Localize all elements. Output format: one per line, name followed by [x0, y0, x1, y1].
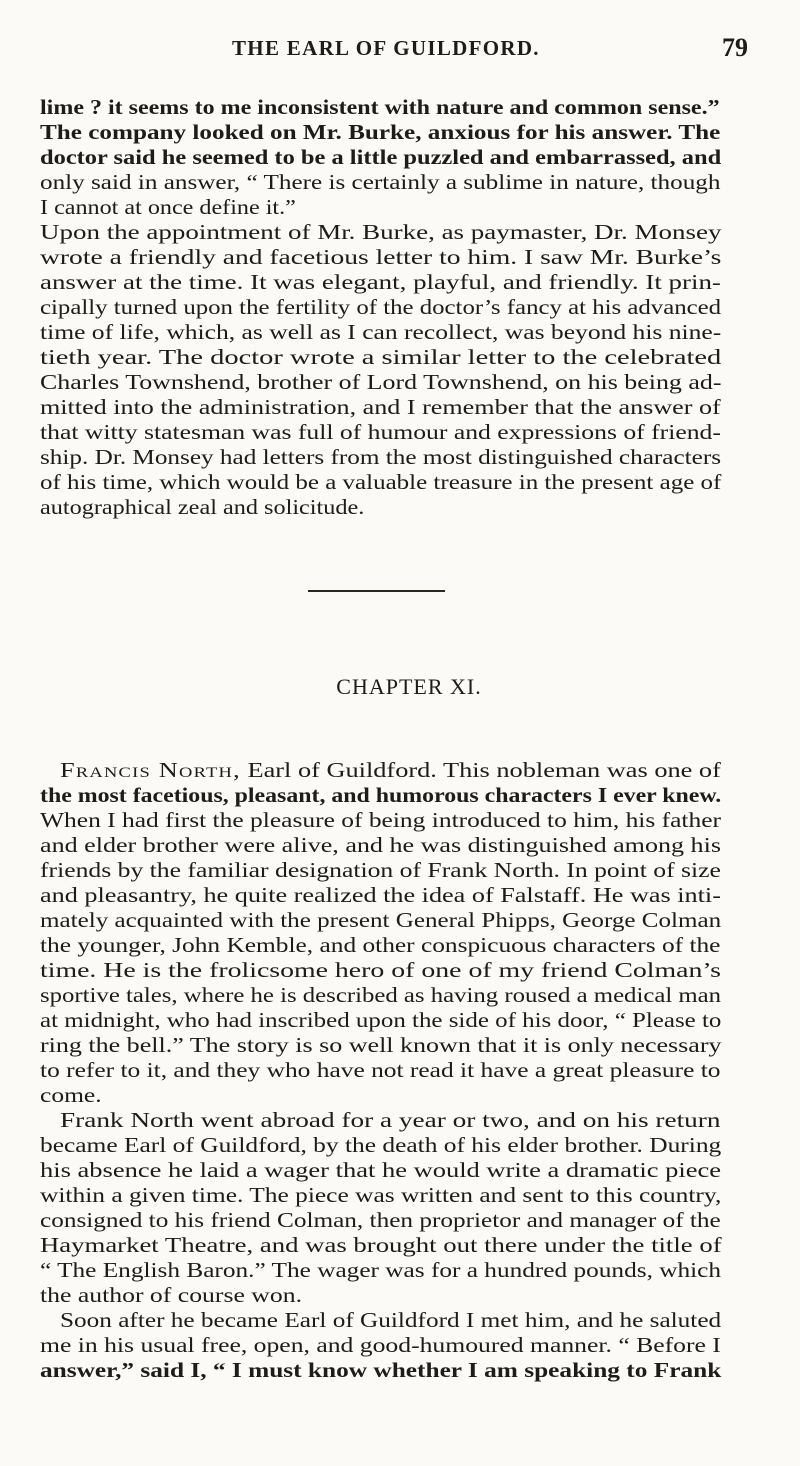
text-line: consigned to his friend Colman, then proprietor and manager of the	[40, 1208, 721, 1232]
text-line: When I had first the pleasure of being introduced to him, his father	[40, 808, 722, 832]
text-line: only said in answer, “ There is certainly a sublime in nature, though	[40, 170, 721, 194]
text-line: autographical zeal and solicitude.	[40, 495, 365, 519]
text-line: became Earl of Guildford, by the death of his elder brother. During	[40, 1133, 722, 1157]
text-line: ship. Dr. Monsey had letters from the most distinguished characters	[40, 445, 722, 469]
text-line: that witty statesman was full of humour and expressions of friend-	[40, 420, 721, 444]
text-line: Soon after he became Earl of Guildford I met him, and he saluted	[60, 1308, 722, 1332]
text-line: doctor said he seemed to be a little puzzled and embarrassed, and	[40, 145, 722, 169]
text-line: me in his usual free, open, and good-humoured manner. “ Before I	[40, 1333, 721, 1357]
text-line: answer,” said I, “ I must know whether I am speaking to Frank	[40, 1358, 722, 1382]
text-line: come.	[40, 1083, 102, 1107]
text-line: to refer to it, and they who have not read it have a great pleasure to	[40, 1058, 721, 1082]
text-line: cipally turned upon the fertility of the doctor’s fancy at his advanced	[40, 295, 722, 319]
text-line: of his time, which would be a valuable treasure in the present age of	[40, 470, 722, 494]
text-line: the younger, John Kemble, and other conspicuous characters of the	[40, 933, 721, 957]
text-line: at midnight, who had inscribed upon the side of his door, “ Please to	[40, 1008, 722, 1032]
text-line: mitted into the administration, and I remember that the answer of	[40, 395, 721, 419]
text-line: and elder brother were alive, and he was distinguished among his	[40, 833, 721, 857]
text-line: ring the bell.” The story is so well known that it is only necessary	[40, 1033, 722, 1057]
text-line: I cannot at once define it.”	[40, 195, 296, 219]
text-line: his absence he laid a wager that he would write a dramatic piece	[40, 1158, 721, 1182]
page-number: 79	[722, 33, 748, 62]
chapter-opening-name: Francis North,	[60, 758, 241, 782]
text-line: Upon the appointment of Mr. Burke, as paymaster, Dr. Monsey	[40, 220, 722, 244]
text-line: The company looked on Mr. Burke, anxious for his answer. The	[40, 120, 721, 144]
text-line: friends by the familiar designation of Frank North. In point of size	[40, 858, 721, 882]
chapter-opening-line	[60, 758, 721, 783]
text-line: Frank North went abroad for a year or two, and on his return	[60, 1108, 721, 1132]
running-title: THE EARL OF GUILDFORD.	[232, 36, 540, 60]
text-line: answer at the time. It was elegant, playful, and friendly. It prin-	[40, 270, 721, 294]
text-line: “ The English Baron.” The wager was for a hundred pounds, which	[40, 1258, 722, 1282]
text-line: time. He is the frolicsome hero of one of my friend Colman’s	[40, 958, 721, 982]
text-line: within a given time. The piece was written and sent to this country,	[40, 1183, 722, 1207]
text-line: and pleasantry, he quite realized the idea of Falstaff. He was inti-	[40, 883, 721, 907]
text-line: wrote a friendly and facetious letter to him. I saw Mr. Burke’s	[40, 245, 722, 269]
text-line: the author of course won.	[40, 1283, 303, 1307]
text-line: tieth year. The doctor wrote a similar letter to the celebrated	[40, 345, 722, 369]
chapter-heading-text: CHAPTER XI.	[336, 674, 482, 699]
text-line: time of life, which, as well as I can recollect, was beyond his nine-	[40, 320, 722, 344]
text-line: sportive tales, where he is described as having roused a medical man	[40, 983, 722, 1007]
text-line: Charles Townshend, brother of Lord Townshend, on his being ad-	[40, 370, 722, 394]
text-line: mately acquainted with the present General Phipps, George Colman	[40, 908, 722, 932]
text-line: the most facetious, pleasant, and humorous characters I ever knew.	[40, 783, 722, 807]
text-line: lime ? it seems to me inconsistent with nature and common sense.”	[40, 95, 720, 119]
chapter-opening-rest: Earl of Guildford. This nobleman was one of	[240, 758, 721, 782]
text-line: Haymarket Theatre, and was brought out there under the title of	[40, 1233, 722, 1257]
